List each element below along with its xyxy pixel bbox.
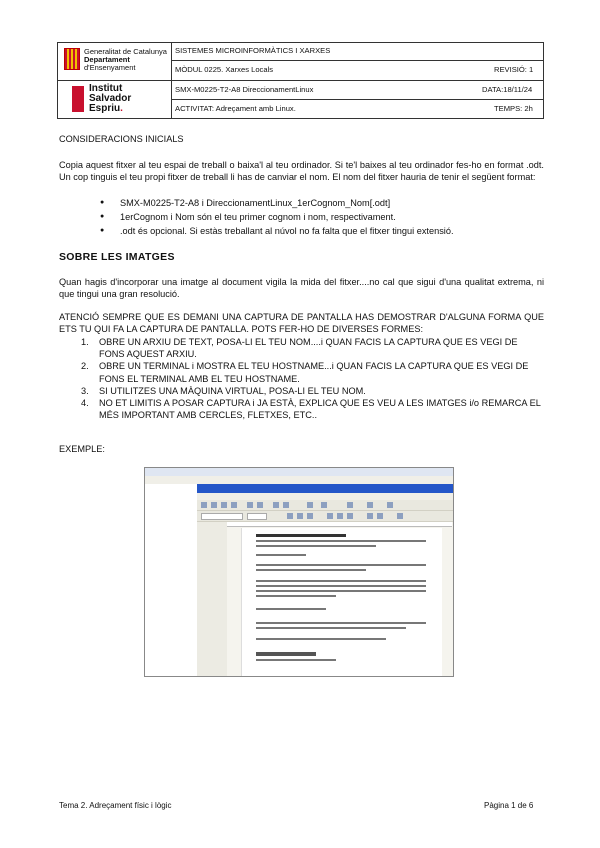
institut-word-1: Institut [89, 83, 123, 94]
intro-paragraph: Copia aquest fitxer al teu espai de treball o baixa'l al teu ordinador. Si te'l baixes al teu ordinador fes-ho en format .odt. Un cop tinguis el teu propi fitxer de treball li has de canviar el nom. El nom del fitxer hauria de tenir el següent format: [59, 160, 544, 183]
logo-cell [58, 43, 172, 118]
subject-name: SISTEMES MICROINFORMÀTICS I XARXES [175, 46, 331, 55]
list-item: 1. OBRE UN ARXIU DE TEXT, POSA-LI EL TEU NOM....i QUAN FACIS LA CAPTURA QUE ES VEGI DE FONS AQUEST ARXIU. [81, 337, 518, 360]
editor-titlebar [197, 484, 454, 493]
outer-window-menubar [145, 476, 453, 484]
footer-page-number: Pàgina 1 de 6 [484, 801, 534, 810]
capture-warning: ATENCIÓ SEMPRE QUE ES DEMANI UNA CAPTURA DE PANTALLA HAS DEMOSTRAR D'ALGUNA FORMA QUE ETS TU QUI FA LA CAPTURA DE PANTALLA. POTS FER-HO DE DIVERSES FORMES: [59, 312, 544, 335]
generalitat-logo [62, 46, 168, 76]
editor-format-toolbar [197, 511, 454, 522]
catalan-flag-icon [64, 48, 80, 70]
section-title-initial: CONSIDERACIONS INICIALS [59, 134, 184, 144]
institut-logo [72, 84, 162, 116]
header-row-divider [171, 60, 543, 61]
editor-ruler [227, 522, 452, 527]
list-item: 4. NO ET LIMITIS A POSAR CAPTURA i JA ESTÀ, EXPLICA QUE ES VEU A LES IMATGES i/o REMARCA EL MÉS IMPORTANT AMB CERCLES, FLETXES, ETC.. [81, 398, 541, 421]
header-table [57, 42, 544, 119]
editor-document [241, 528, 442, 677]
outer-window-titlebar [145, 468, 453, 476]
list-item: 3. SI UTILITZES UNA MÀQUINA VIRTUAL, POSA-LI EL TEU NOM. [81, 385, 366, 396]
list-item: ● 1erCognom i Nom són el teu primer cognom i nom, respectivament. [100, 210, 454, 224]
editor-sidebar [197, 522, 227, 677]
gencat-department-name: d'Ensenyament [84, 63, 136, 72]
editor-window [197, 484, 454, 677]
revision: REVISIÓ: 1 [494, 65, 534, 74]
institut-word-2: Salvador [89, 93, 132, 104]
gencat-department: Departament [84, 55, 130, 64]
example-label: EXEMPLE: [59, 444, 105, 454]
images-paragraph: Quan hagis d'incorporar una imatge al document vigila la mida del fitxer....no cal que sigui d'una qualitat extrema, ni que tingui una gran resolució. [59, 277, 544, 300]
list-item: ● .odt és opcional. Si estàs treballant al núvol no fa falta que el fitxer tingui extensió. [100, 224, 454, 238]
logo-divider [58, 80, 171, 81]
example-screenshot-image [144, 467, 454, 677]
institut-mark-icon [72, 86, 84, 112]
list-item: ● SMX-M0225-T2-A8 i DireccionamentLinux_1erCognom_Nom[.odt] [100, 196, 454, 210]
gencat-name: Generalitat de Catalunya [84, 47, 167, 56]
header-row-divider [171, 99, 543, 100]
section-title-images: SOBRE LES IMATGES [59, 251, 175, 263]
module-name: MÒDUL 0225. Xarxes Locals [175, 65, 274, 74]
date: DATA:18/11/24 [482, 85, 533, 94]
activity-title: ACTIVITAT: Adreçament amb Linux. [175, 104, 296, 113]
filename-bullets [100, 196, 454, 238]
list-item: 2. OBRE UN TERMINAL i MOSTRA EL TEU HOSTNAME...i QUAN FACIS LA CAPTURA QUE ES VEGI DE FONS EL TERMINAL AMB EL TEU HOSTNAME. [81, 361, 529, 384]
footer-topic: Tema 2. Adreçament físic i lògic [59, 801, 172, 810]
editor-menubar [197, 493, 454, 500]
header-row-divider [171, 80, 543, 81]
time: TEMPS: 2h [494, 104, 533, 113]
institut-word-3: Espriu. [89, 103, 123, 114]
activity-code: SMX-M0225-T2-A8 DireccionamentLinux [175, 85, 314, 94]
outer-window-sidepane [145, 484, 198, 677]
editor-toolbar [197, 500, 454, 511]
capture-methods-list [59, 336, 544, 421]
